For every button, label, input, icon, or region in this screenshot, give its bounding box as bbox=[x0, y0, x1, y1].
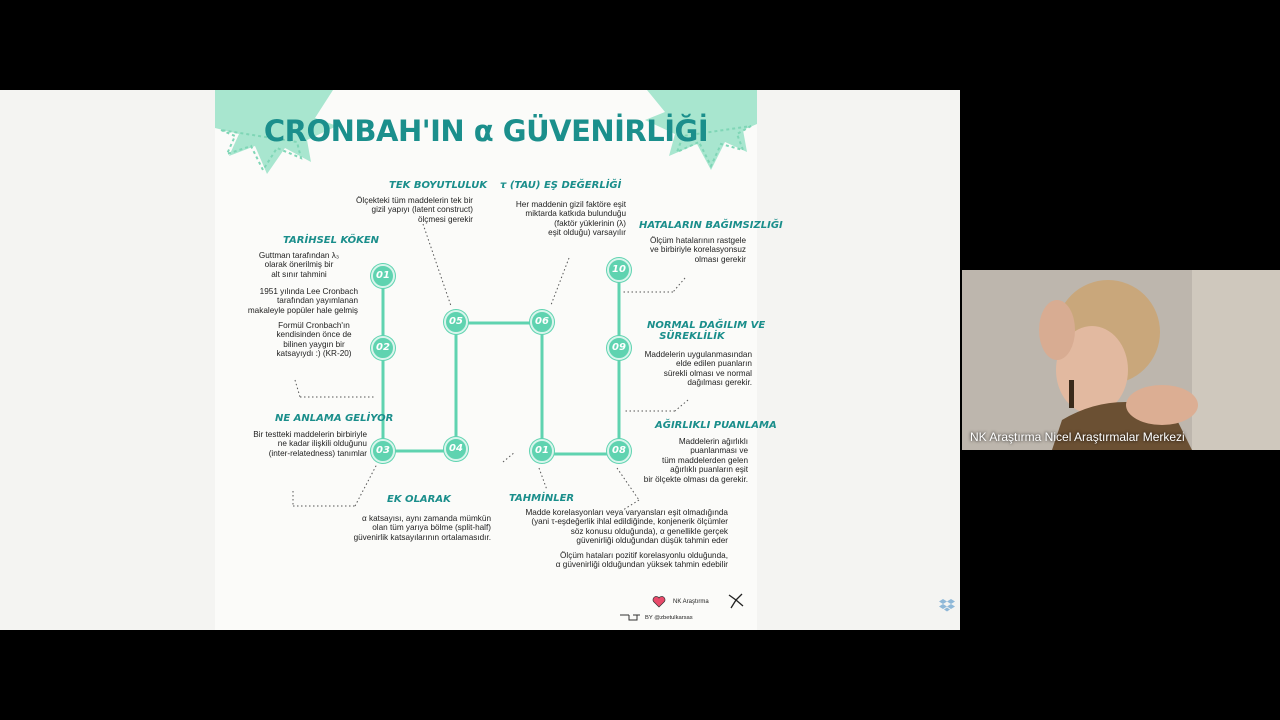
participant-name-label: NK Araştırma Nicel Araştırmalar Merkezi bbox=[970, 430, 1185, 444]
section-title-anlam: NE ANLAMA GELİYOR bbox=[275, 413, 394, 424]
poster bbox=[215, 90, 783, 630]
hand-pointer-icon bbox=[619, 612, 641, 622]
heart-icon bbox=[652, 596, 666, 608]
node-08: 08 bbox=[607, 439, 631, 463]
section-text-agirlikli: Maddelerin ağırlıklı puanlanması ve tüm maddelerden gelen ağırlıklı puanların eşit bir ölçekte olması da gerekir. bbox=[643, 437, 748, 484]
section-title-tarihsel: TARİHSEL KÖKEN bbox=[283, 235, 380, 246]
credit-author: BY @zbetulkarsas bbox=[645, 615, 693, 621]
section-text-tahminler-1: Madde korelasyonları veya varyansları eşit olmadığında (yani τ-eşdeğerlik ihlal edildiğinde, konjenerik ölçümler söz konusu olduğunda), α genellikle gerçek güvenirliği olduğundan düşük tahmin eder bbox=[525, 508, 728, 546]
shared-screen bbox=[0, 90, 960, 630]
section-text-tek-boyutluluk: Ölçekteki tüm maddelerin tek bir gizil yapıyı (latent construct) ölçmesi gerekir bbox=[356, 196, 473, 224]
node-04: 04 bbox=[444, 437, 468, 461]
section-title-hatalar: HATALARIN BAĞIMSIZLIĞI bbox=[639, 220, 783, 231]
star-doodle-icon bbox=[727, 592, 745, 610]
participant-video bbox=[962, 270, 1280, 450]
section-title-tau: τ (TAU) EŞ DEĞERLİĞİ bbox=[500, 180, 622, 191]
poster-title: CRONBAH'IN α GÜVENİRLİĞİ bbox=[263, 114, 709, 148]
section-title-normal: NORMAL DAĞILIM VE SÜREKLİLİK bbox=[647, 320, 766, 342]
section-title-tek-boyutluluk: TEK BOYUTLULUK bbox=[389, 180, 488, 191]
node-03: 03 bbox=[371, 439, 395, 463]
section-title-tahminler: TAHMİNLER bbox=[509, 493, 575, 504]
section-text-normal: Maddelerin uygulanmasından elde edilen puanların sürekli olması ve normal dağılması gerekir. bbox=[644, 350, 752, 388]
section-text-tahminler-2: Ölçüm hataları pozitif korelasyonlu olduğunda, α güvenirliği olduğundan yüksek tahmin edebilir bbox=[555, 551, 728, 570]
section-text-ek: α katsayısı, aynı zamanda mümkün olan tüm yarıya bölme (split-half) güvenirlik katsayılarının ortalamasıdır. bbox=[353, 514, 491, 542]
node-06: 06 bbox=[530, 310, 554, 334]
node-09: 09 bbox=[607, 336, 631, 360]
node-05: 05 bbox=[444, 310, 468, 334]
node-07: 01 bbox=[530, 439, 554, 463]
section-text-tarihsel-2: 1951 yılında Lee Cronbach tarafından yayımlanan makaleyle popüler hale gelmiş bbox=[247, 287, 358, 315]
section-title-ek: EK OLARAK bbox=[387, 494, 451, 505]
section-text-tarihsel-1: Guttman tarafından λ₃ olarak önerilmiş bir alt sınır tahmini bbox=[258, 251, 340, 279]
section-text-hatalar: Ölçüm hatalarının rastgele ve birbiriyle korelasyonsuz olması gerekir bbox=[649, 236, 746, 264]
node-01-left: 01 bbox=[371, 264, 395, 288]
section-title-agirlikli: AĞIRLIKLI PUANLAMA bbox=[655, 420, 777, 431]
node-02: 02 bbox=[371, 336, 395, 360]
section-text-tarihsel-3: Formül Cronbach'ın kendisinden önce de bilinen yaygın bir katsayıydı :) (KR-20) bbox=[276, 321, 352, 359]
credit-brand: NK Araştırma bbox=[673, 599, 709, 605]
section-text-anlam: Bir testteki maddelerin birbiriyle ne kadar ilişkili olduğunu (inter-relatedness) tanımlar bbox=[253, 430, 367, 458]
dropbox-icon[interactable] bbox=[939, 598, 955, 612]
node-10: 10 bbox=[607, 258, 631, 282]
participant-video-tile[interactable] bbox=[962, 270, 1280, 450]
section-text-tau: Her maddenin gizil faktöre eşit miktarda katkıda bulunduğu (faktör yüklerinin (λ) eşit olduğu) varsayılır bbox=[515, 200, 626, 238]
